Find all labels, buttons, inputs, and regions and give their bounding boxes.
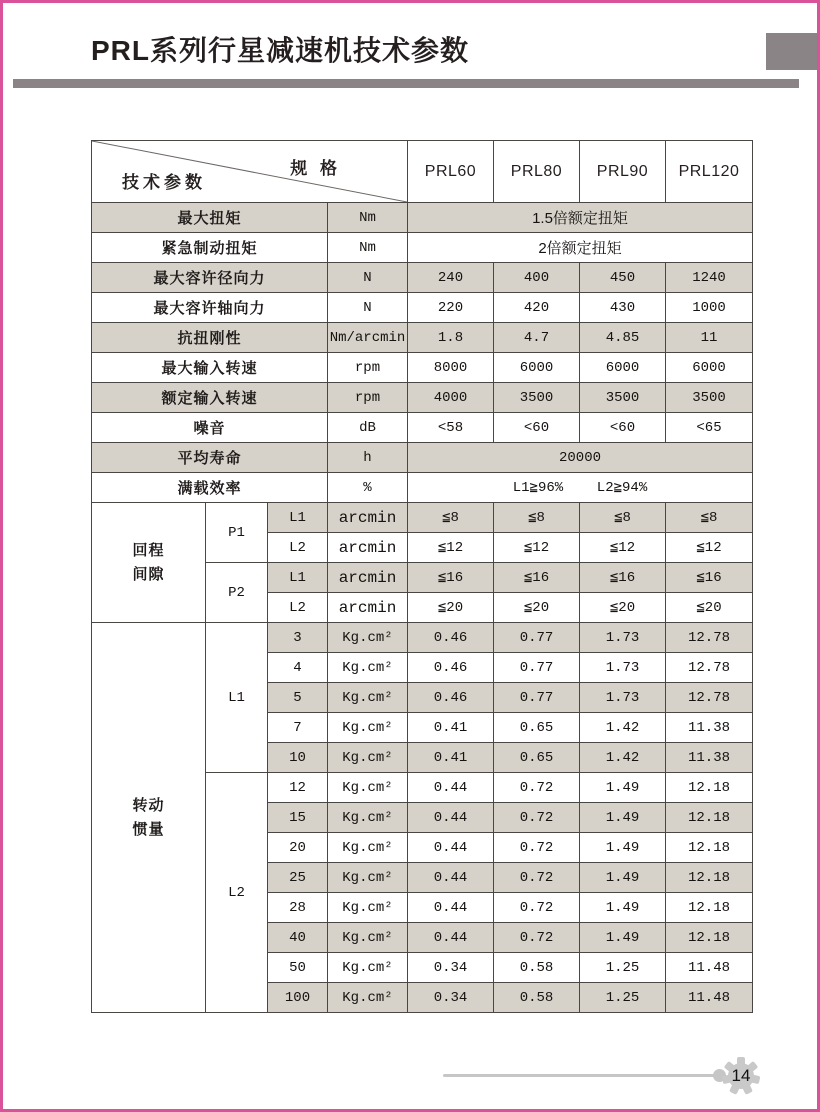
- backlash-group-line2: 间隙: [132, 565, 165, 583]
- inertia-unit: Kg.cm²: [328, 713, 408, 743]
- backlash-unit: arcmin: [328, 563, 408, 593]
- backlash-value: ≦12: [494, 533, 580, 563]
- param-label: 平均寿命: [92, 443, 328, 473]
- param-value: 4.85: [580, 323, 666, 353]
- inertia-ratio: 3: [268, 623, 328, 653]
- param-unit: N: [328, 293, 408, 323]
- param-label: 额定输入转速: [92, 383, 328, 413]
- table-row-emergency-brake-torque: [92, 233, 753, 263]
- inertia-value: 1.25: [580, 953, 666, 983]
- inertia-unit: Kg.cm²: [328, 833, 408, 863]
- param-value: 1000: [666, 293, 753, 323]
- column-header-prl90: PRL90: [580, 141, 666, 203]
- inertia-value: 11.38: [666, 743, 753, 773]
- inertia-unit: Kg.cm²: [328, 923, 408, 953]
- param-value: 450: [580, 263, 666, 293]
- inertia-value: 0.44: [408, 923, 494, 953]
- table-row-max-torque: [92, 203, 753, 233]
- inertia-value: 0.44: [408, 833, 494, 863]
- inertia-ratio: 7: [268, 713, 328, 743]
- page-title: PRL系列行星减速机技术参数: [91, 35, 470, 66]
- inertia-ratio: 20: [268, 833, 328, 863]
- inertia-group-label: [92, 623, 206, 1013]
- table-row-full-load-efficiency: [92, 473, 753, 503]
- inertia-value: 0.58: [494, 953, 580, 983]
- inertia-ratio: 15: [268, 803, 328, 833]
- table-row-torsional-rigidity: [92, 323, 753, 353]
- param-value: 400: [494, 263, 580, 293]
- param-unit: Nm/arcmin: [328, 323, 408, 353]
- backlash-value: ≦20: [666, 593, 753, 623]
- param-unit: N: [328, 263, 408, 293]
- param-label: 最大容许径向力: [92, 263, 328, 293]
- param-value: 240: [408, 263, 494, 293]
- param-value-span: 20000: [408, 443, 753, 473]
- inertia-value: 0.77: [494, 653, 580, 683]
- inertia-value: 0.72: [494, 803, 580, 833]
- param-value: 6000: [494, 353, 580, 383]
- diagonal-header-cell: [92, 141, 408, 203]
- inertia-unit: Kg.cm²: [328, 863, 408, 893]
- column-header-prl60: PRL60: [408, 141, 494, 203]
- table-row-inertia-l1-3: [92, 623, 753, 653]
- param-value: 1.8: [408, 323, 494, 353]
- inertia-unit: Kg.cm²: [328, 953, 408, 983]
- inertia-value: 0.44: [408, 863, 494, 893]
- param-value-span: 2倍额定扭矩: [408, 233, 753, 263]
- inertia-value: 1.49: [580, 833, 666, 863]
- backlash-value: ≦12: [408, 533, 494, 563]
- param-unit: dB: [328, 413, 408, 443]
- header-accent-bar: [13, 79, 799, 88]
- table-row-noise: [92, 413, 753, 443]
- table-row-max-radial-force: [92, 263, 753, 293]
- inertia-value: 1.42: [580, 713, 666, 743]
- backlash-grade-p2: P2: [206, 563, 268, 623]
- backlash-value: ≦16: [494, 563, 580, 593]
- param-value: 4000: [408, 383, 494, 413]
- param-value: 6000: [580, 353, 666, 383]
- backlash-level: L1: [268, 503, 328, 533]
- inertia-value: 0.58: [494, 983, 580, 1013]
- inertia-value: 0.72: [494, 833, 580, 863]
- corner-label-spec: 规 格: [290, 159, 341, 178]
- inertia-value: 12.18: [666, 863, 753, 893]
- inertia-value: 1.73: [580, 623, 666, 653]
- param-label: 最大容许轴向力: [92, 293, 328, 323]
- param-unit: rpm: [328, 383, 408, 413]
- param-label: 最大扭矩: [92, 203, 328, 233]
- corner-label-parameters: 技术参数: [122, 173, 206, 192]
- backlash-grade-p1: P1: [206, 503, 268, 563]
- backlash-value: ≦20: [408, 593, 494, 623]
- backlash-value: ≦8: [408, 503, 494, 533]
- inertia-group-line1: 转动: [132, 796, 165, 814]
- backlash-value: ≦8: [494, 503, 580, 533]
- backlash-group-label: [92, 503, 206, 623]
- backlash-value: ≦8: [666, 503, 753, 533]
- backlash-level: L2: [268, 533, 328, 563]
- param-value: 3500: [494, 383, 580, 413]
- backlash-value: ≦16: [580, 563, 666, 593]
- inertia-value: 0.41: [408, 743, 494, 773]
- inertia-value: 0.46: [408, 623, 494, 653]
- inertia-value: 1.49: [580, 863, 666, 893]
- param-value: 3500: [666, 383, 753, 413]
- param-value: 4.7: [494, 323, 580, 353]
- inertia-ratio: 40: [268, 923, 328, 953]
- table-row-backlash-p1-l1: [92, 503, 753, 533]
- param-value: 3500: [580, 383, 666, 413]
- inertia-ratio: 10: [268, 743, 328, 773]
- page-number-badge: [721, 1056, 761, 1096]
- param-value: 220: [408, 293, 494, 323]
- param-value: 1240: [666, 263, 753, 293]
- param-unit: rpm: [328, 353, 408, 383]
- column-header-prl80: PRL80: [494, 141, 580, 203]
- inertia-value: 12.18: [666, 893, 753, 923]
- inertia-value: 0.34: [408, 983, 494, 1013]
- inertia-unit: Kg.cm²: [328, 893, 408, 923]
- table-row-average-life: [92, 443, 753, 473]
- inertia-value: 0.41: [408, 713, 494, 743]
- inertia-unit: Kg.cm²: [328, 653, 408, 683]
- param-unit: %: [328, 473, 408, 503]
- inertia-value: 0.65: [494, 743, 580, 773]
- inertia-value: 0.44: [408, 893, 494, 923]
- inertia-value: 11.38: [666, 713, 753, 743]
- param-value: 420: [494, 293, 580, 323]
- inertia-level-l2: L2: [206, 773, 268, 1013]
- param-value: <60: [580, 413, 666, 443]
- table-row-max-input-speed: [92, 353, 753, 383]
- inertia-ratio: 28: [268, 893, 328, 923]
- inertia-value: 12.18: [666, 833, 753, 863]
- inertia-value: 0.72: [494, 923, 580, 953]
- inertia-value: 1.42: [580, 743, 666, 773]
- inertia-value: 12.18: [666, 803, 753, 833]
- inertia-value: 0.72: [494, 773, 580, 803]
- backlash-unit: arcmin: [328, 533, 408, 563]
- param-value: 430: [580, 293, 666, 323]
- backlash-value: ≦8: [580, 503, 666, 533]
- backlash-level: L1: [268, 563, 328, 593]
- backlash-value: ≦20: [494, 593, 580, 623]
- inertia-value: 0.34: [408, 953, 494, 983]
- backlash-value: ≦16: [408, 563, 494, 593]
- inertia-value: 1.25: [580, 983, 666, 1013]
- inertia-unit: Kg.cm²: [328, 773, 408, 803]
- param-unit: Nm: [328, 203, 408, 233]
- param-value-span: 1.5倍额定扭矩: [408, 203, 753, 233]
- inertia-ratio: 4: [268, 653, 328, 683]
- inertia-value: 1.73: [580, 683, 666, 713]
- inertia-value: 1.73: [580, 653, 666, 683]
- inertia-group-line2: 惯量: [132, 820, 165, 838]
- param-value: <65: [666, 413, 753, 443]
- footer-rule: [443, 1074, 719, 1077]
- inertia-value: 12.78: [666, 623, 753, 653]
- table-row-max-axial-force: [92, 293, 753, 323]
- spec-table: [91, 140, 753, 1013]
- backlash-value: ≦12: [666, 533, 753, 563]
- inertia-value: 0.46: [408, 683, 494, 713]
- inertia-value: 12.78: [666, 653, 753, 683]
- inertia-value: 0.65: [494, 713, 580, 743]
- backlash-value: ≦20: [580, 593, 666, 623]
- backlash-value: ≦16: [666, 563, 753, 593]
- inertia-ratio: 12: [268, 773, 328, 803]
- inertia-value: 11.48: [666, 953, 753, 983]
- inertia-value: 0.77: [494, 683, 580, 713]
- inertia-level-l1: L1: [206, 623, 268, 773]
- inertia-value: 1.49: [580, 803, 666, 833]
- inertia-value: 1.49: [580, 923, 666, 953]
- inertia-unit: Kg.cm²: [328, 743, 408, 773]
- param-unit: h: [328, 443, 408, 473]
- inertia-value: 12.18: [666, 773, 753, 803]
- param-value: <58: [408, 413, 494, 443]
- backlash-unit: arcmin: [328, 503, 408, 533]
- backlash-unit: arcmin: [328, 593, 408, 623]
- param-label: 满载效率: [92, 473, 328, 503]
- inertia-value: 12.18: [666, 923, 753, 953]
- inertia-ratio: 25: [268, 863, 328, 893]
- param-value: 11: [666, 323, 753, 353]
- param-value: 6000: [666, 353, 753, 383]
- inertia-value: 11.48: [666, 983, 753, 1013]
- inertia-value: 1.49: [580, 773, 666, 803]
- backlash-value: ≦12: [580, 533, 666, 563]
- param-unit: Nm: [328, 233, 408, 263]
- inertia-value: 0.46: [408, 653, 494, 683]
- inertia-value: 0.44: [408, 773, 494, 803]
- backlash-group-line1: 回程: [132, 541, 165, 559]
- header-accent-square: [766, 33, 817, 70]
- table-row-rated-input-speed: [92, 383, 753, 413]
- inertia-value: 1.49: [580, 893, 666, 923]
- param-label: 抗扭刚性: [92, 323, 328, 353]
- inertia-ratio: 100: [268, 983, 328, 1013]
- page-number: 14: [731, 1066, 751, 1085]
- inertia-unit: Kg.cm²: [328, 803, 408, 833]
- backlash-level: L2: [268, 593, 328, 623]
- param-value: <60: [494, 413, 580, 443]
- param-value: 8000: [408, 353, 494, 383]
- inertia-value: 12.78: [666, 683, 753, 713]
- param-label: 噪音: [92, 413, 328, 443]
- param-label: 最大输入转速: [92, 353, 328, 383]
- column-header-prl120: PRL120: [666, 141, 753, 203]
- inertia-value: 0.72: [494, 863, 580, 893]
- inertia-value: 0.72: [494, 893, 580, 923]
- inertia-value: 0.44: [408, 803, 494, 833]
- param-label: 紧急制动扭矩: [92, 233, 328, 263]
- inertia-unit: Kg.cm²: [328, 623, 408, 653]
- inertia-unit: Kg.cm²: [328, 983, 408, 1013]
- param-value-span: L1≧96% L2≧94%: [408, 473, 753, 503]
- inertia-value: 0.77: [494, 623, 580, 653]
- inertia-ratio: 50: [268, 953, 328, 983]
- inertia-ratio: 5: [268, 683, 328, 713]
- inertia-unit: Kg.cm²: [328, 683, 408, 713]
- table-header-row: [92, 141, 753, 203]
